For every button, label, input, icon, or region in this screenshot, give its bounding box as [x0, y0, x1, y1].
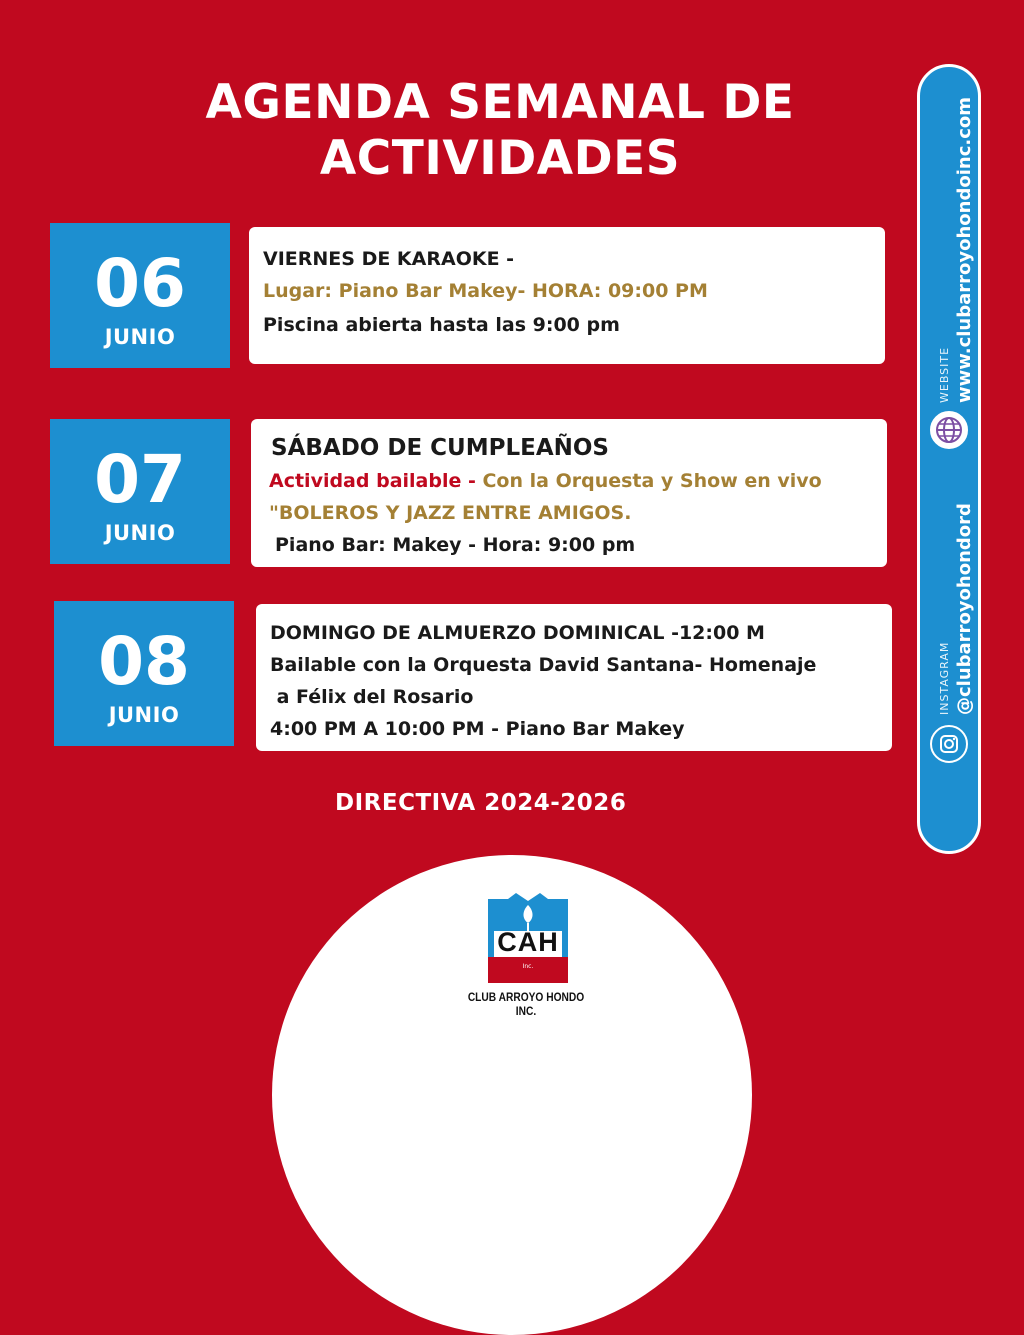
website-link[interactable]: www.clubarroyohondoinc.com [954, 96, 975, 403]
event-card-sabado [251, 419, 887, 567]
date-box-08 [54, 601, 234, 746]
page-title [150, 75, 850, 187]
date-day: 07 [94, 441, 186, 518]
event-heading: DOMINGO DE ALMUERZO DOMINICAL -12:00 M [270, 622, 765, 644]
date-month: JUNIO [104, 521, 176, 545]
instagram-link[interactable]: @clubarroyohondord [954, 503, 975, 715]
logo-inc: Inc. [522, 963, 534, 970]
event-place-time: Piano Bar: Makey - Hora: 9:00 pm [275, 534, 636, 556]
event-location-time: Lugar: Piano Bar Makey- HORA: 09:00 PM [263, 280, 708, 302]
event-detail-2: a Félix del Rosario [270, 686, 474, 708]
event-activity [265, 465, 873, 497]
date-day: 08 [98, 623, 190, 700]
event-activity-detail: Con la Orquesta y Show en vivo [482, 470, 822, 492]
event-card-viernes [249, 227, 885, 364]
instagram-label: INSTAGRAM [938, 641, 951, 715]
event-heading: VIERNES DE KARAOKE - [263, 248, 515, 270]
date-box-06 [50, 223, 230, 368]
event-note: Piscina abierta hasta las 9:00 pm [263, 314, 620, 336]
title-line-2: ACTIVIDADES [319, 131, 681, 186]
footer-directiva: DIRECTIVA 2024-2026 [335, 790, 627, 816]
event-heading: SÁBADO DE CUMPLEAÑOS [271, 435, 609, 461]
event-card-domingo [256, 604, 892, 751]
logo-letters: CAH [497, 927, 559, 957]
date-month: JUNIO [108, 703, 180, 727]
title-line-1: AGENDA SEMANAL DE [205, 75, 795, 130]
instagram-icon [930, 725, 968, 763]
event-detail-1: Bailable con la Orquesta David Santana- Homenaje [270, 654, 817, 676]
social-sidebar [917, 64, 981, 854]
club-logo [484, 893, 572, 985]
event-show-name: "BOLEROS Y JAZZ ENTRE AMIGOS. [269, 502, 632, 524]
website-label: WEBSITE [938, 346, 951, 403]
globe-icon [930, 411, 968, 449]
club-name: CLUB ARROYO HONDO INC. [467, 990, 585, 1018]
date-day: 06 [94, 245, 186, 322]
event-activity-label: Actividad bailable - [269, 470, 483, 492]
event-time-place: 4:00 PM A 10:00 PM - Piano Bar Makey [270, 718, 685, 740]
date-month: JUNIO [104, 325, 176, 349]
date-box-07 [50, 419, 230, 564]
